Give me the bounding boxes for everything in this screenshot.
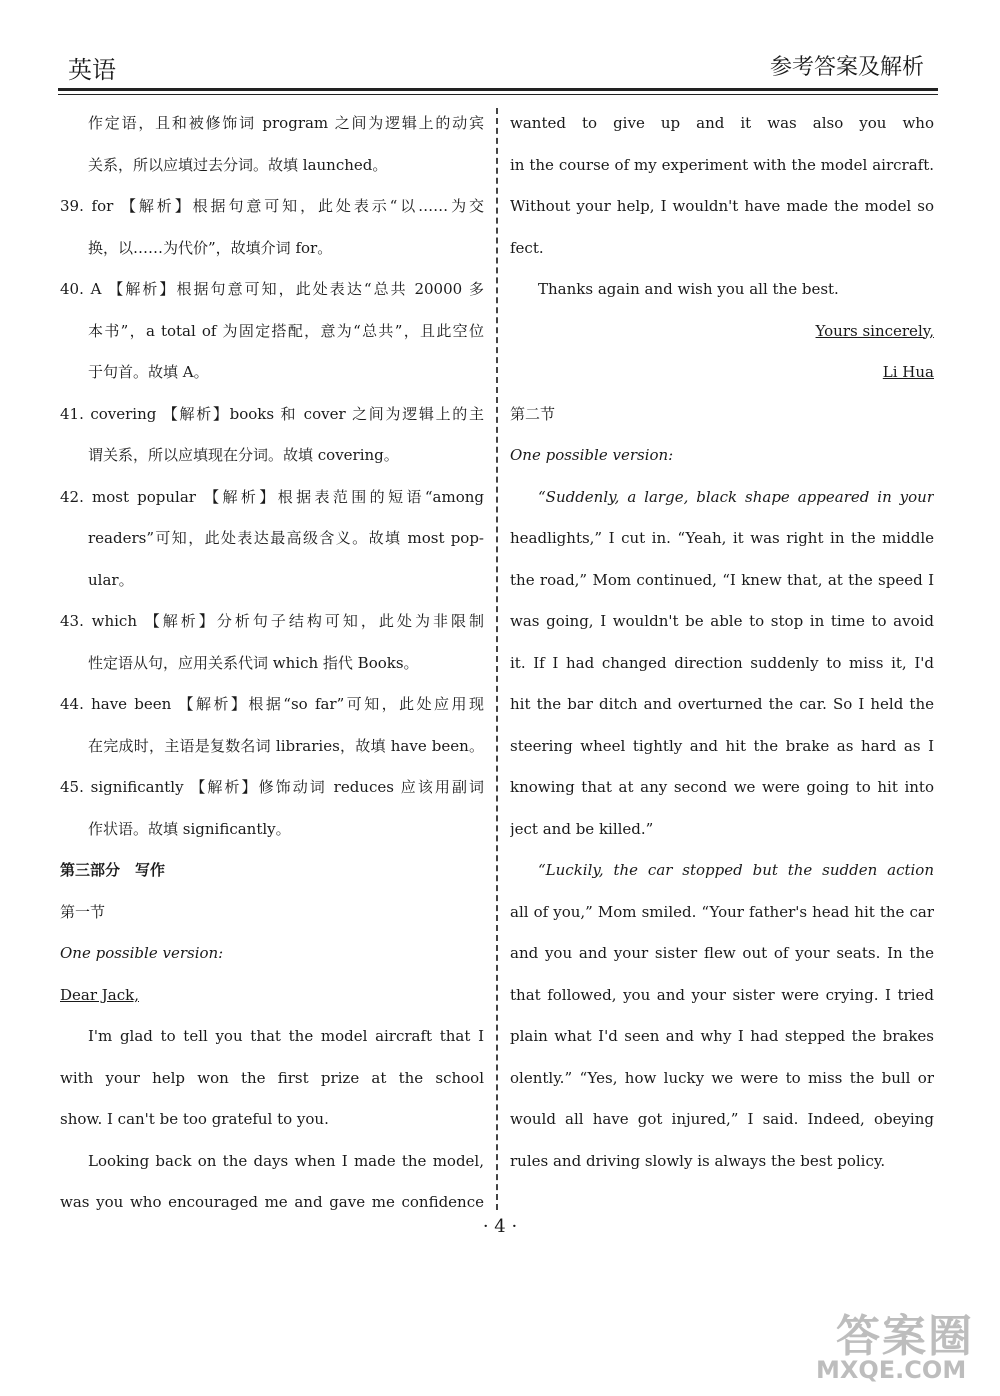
answer-41: 41. covering 【解析】books 和 cover 之间为逻辑上的主: [60, 404, 484, 423]
answer-39: 39. for 【解析】根据句意可知，此处表示“以……为交: [60, 197, 484, 215]
section-one-heading: 第一节: [60, 902, 106, 921]
story-line: hit the bar ditch and overturned the car. So I held the: [510, 695, 934, 713]
column-divider: [496, 108, 498, 1210]
answer-45: 45. significantly 【解析】修饰动词 reduces 应该用副词: [60, 778, 484, 796]
letter-line: with your help won the first prize at the school: [60, 1068, 484, 1087]
letter-closing: Yours sincerely,: [815, 321, 934, 340]
watermark-text: 答案圈: [836, 1311, 974, 1362]
story-line: “Luckily, the car stopped but the sudden action: [538, 861, 934, 879]
text-line: 性定语从句，应用关系代词 which 指代 Books。: [88, 653, 419, 672]
letter-line: Without your help, I wouldn't have made the model so: [510, 197, 934, 215]
text-line: 作定语，且和被修饰词 program 之间为逻辑上的动宾: [88, 114, 484, 132]
story-line: all of you,” Mom smiled. “Your father's head hit the car: [510, 902, 934, 921]
header-rule-thin: [58, 94, 938, 95]
part-three-heading: 第三部分 写作: [60, 861, 166, 879]
letter-line: fect.: [510, 238, 544, 257]
left-column: [60, 103, 484, 1224]
text-line: ular。: [88, 570, 134, 589]
letter-signature: Li Hua: [882, 363, 934, 381]
right-column: [510, 103, 934, 1182]
header-rule: [58, 88, 938, 91]
text-line: 关系，所以应填过去分词。故填 launched。: [88, 155, 388, 174]
text-line: 换，以……为代价”，故填介词 for。: [88, 238, 333, 257]
story-line: would all have got injured,” I said. Indeed, obeying: [510, 1110, 934, 1128]
answer-43: 43. which 【解析】分析句子结构可知，此处为非限制: [60, 612, 484, 630]
story-line: ject and be killed.”: [510, 819, 654, 838]
text-line: 在完成时，主语是复数名词 libraries，故填 have been。: [88, 736, 484, 755]
letter-line: I'm glad to tell you that the model aircraft that I: [88, 1027, 484, 1045]
answer-44: 44. have been 【解析】根据“so far”可知，此处应用现: [60, 695, 484, 713]
text-line: 本书”，a total of 为固定搭配，意为“总共”，且此空位: [88, 321, 484, 340]
letter-line: in the course of my experiment with the model aircraft.: [510, 155, 934, 174]
story-line: plain what I'd seen and why I had stepped the brakes: [510, 1027, 934, 1045]
letter-line: Thanks again and wish you all the best.: [538, 280, 839, 298]
watermark-url: MXQE.COM: [816, 1356, 967, 1384]
subject-title: 英语: [68, 56, 116, 84]
section-title: 参考答案及解析: [769, 55, 924, 80]
page-number: · 4 ·: [482, 1216, 518, 1237]
story-line: steering wheel tightly and hit the brake as hard as I: [510, 736, 934, 755]
watermark-logo: [796, 1300, 986, 1392]
letter-line: wanted to give up and it was also you who: [510, 114, 934, 132]
text-line: 于句首。故填 A。: [88, 363, 209, 381]
letter-salutation: Dear Jack,: [60, 985, 139, 1004]
story-line: it. If I had changed direction suddenly to miss it, I'd: [510, 653, 934, 672]
story-line: olently.” “Yes, how lucky we were to miss the bull or: [510, 1068, 934, 1087]
text-line: 作状语。故填 significantly。: [88, 819, 291, 838]
answer-40: 40. A 【解析】根据句意可知，此处表达“总共 20000 多: [60, 280, 484, 298]
story-line: the road,” Mom continued, “I knew that, at the speed I: [510, 570, 934, 589]
story-line: that followed, you and your sister were crying. I tried: [510, 985, 934, 1004]
story-line: was going, I wouldn't be able to stop in time to avoid: [510, 612, 934, 630]
story-line: rules and driving slowly is always the best policy.: [510, 1151, 886, 1170]
story-line: “Suddenly, a large, black shape appeared in your: [538, 487, 934, 506]
letter-line: Looking back on the days when I made the model,: [88, 1151, 484, 1170]
version-label: One possible version:: [510, 446, 674, 464]
answer-42: 42. most popular 【解析】根据表范围的短语“among: [60, 487, 484, 506]
letter-line: was you who encouraged me and gave me confidence: [60, 1193, 484, 1211]
story-line: and you and your sister flew out of your seats. In the: [510, 944, 934, 962]
story-line: knowing that at any second we were going to hit into: [510, 778, 934, 796]
section-two-heading: 第二节: [510, 404, 556, 423]
letter-line: show. I can't be too grateful to you.: [60, 1110, 329, 1128]
version-label: One possible version:: [60, 944, 224, 962]
text-line: readers”可知，此处表达最高级含义。故填 most pop-: [88, 529, 484, 547]
story-line: headlights,” I cut in. “Yeah, it was right in the middle: [510, 529, 934, 547]
text-line: 谓关系，所以应填现在分词。故填 covering。: [88, 446, 399, 464]
